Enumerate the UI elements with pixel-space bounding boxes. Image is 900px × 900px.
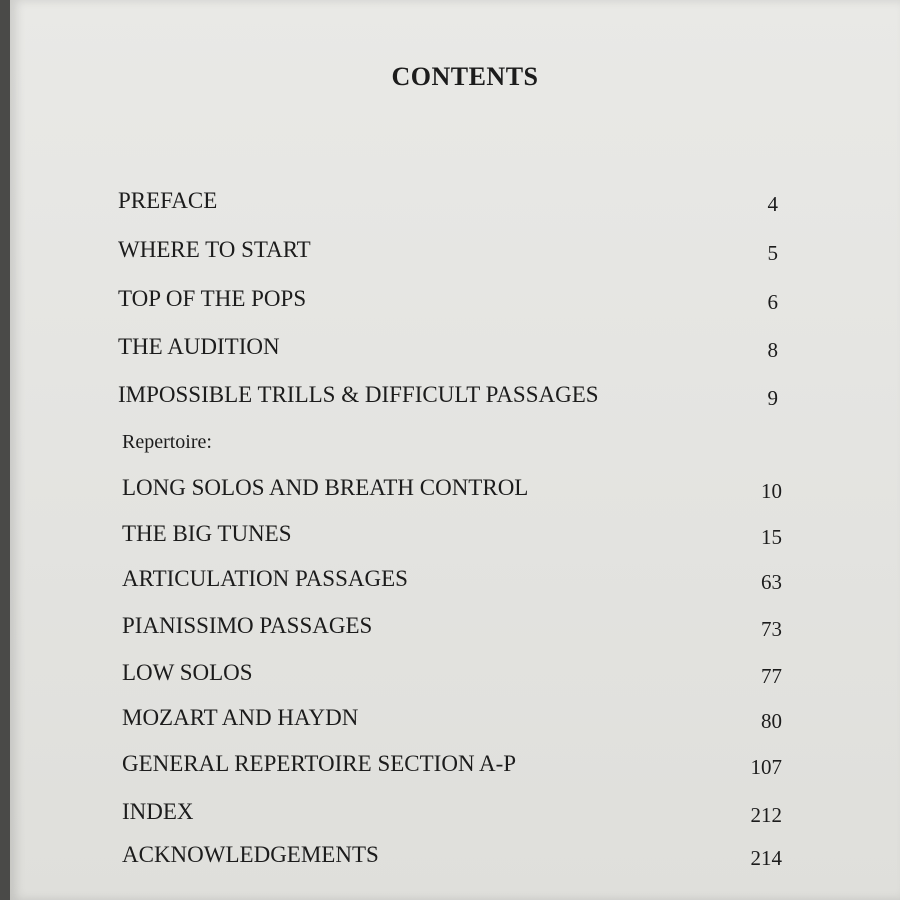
entry-title: ARTICULATION PASSAGES: [122, 566, 408, 591]
entry-page-number: 4: [767, 192, 778, 216]
contents-entry-long-solos: [122, 473, 782, 503]
entry-page-number: 6: [767, 290, 778, 314]
entry-title: GENERAL REPERTOIRE SECTION A-P: [122, 751, 517, 776]
entry-title: LONG SOLOS AND BREATH CONTROL: [122, 475, 529, 500]
entry-page-number: 77: [761, 664, 782, 688]
entry-page-number: 63: [761, 570, 782, 594]
contents-entry-low-solos: [122, 658, 782, 688]
entry-page-number: 10: [761, 479, 782, 503]
entry-title: PIANISSIMO PASSAGES: [122, 613, 373, 638]
repertoire-subheading: Repertoire:: [122, 431, 212, 453]
entry-title: WHERE TO START: [118, 237, 311, 262]
entry-page-number: 8: [767, 338, 778, 362]
entry-title: THE AUDITION: [118, 334, 280, 359]
entry-title: INDEX: [122, 799, 194, 824]
entry-title: THE BIG TUNES: [122, 521, 292, 546]
entry-title: LOW SOLOS: [122, 660, 253, 685]
contents-entry-mozart-haydn: [122, 703, 782, 733]
entry-title: MOZART AND HAYDN: [122, 705, 359, 730]
entry-page-number: 5: [767, 241, 778, 265]
entry-page-number: 107: [750, 755, 782, 779]
entry-page-number: 15: [761, 525, 782, 549]
entry-page-number: 9: [767, 386, 778, 410]
entry-title: IMPOSSIBLE TRILLS & DIFFICULT PASSAGES: [118, 382, 599, 407]
page-title: CONTENTS: [391, 62, 539, 91]
book-page: [10, 0, 900, 900]
entry-title: TOP OF THE POPS: [118, 286, 307, 311]
contents-entry-pianissimo: [122, 611, 782, 641]
entry-page-number: 80: [761, 709, 782, 733]
repertoire-list: [10, 0, 900, 900]
entry-page-number: 212: [750, 803, 782, 827]
entry-page-number: 214: [750, 846, 782, 870]
entry-page-number: 73: [761, 617, 782, 641]
contents-entry-acknowledgements: [122, 840, 782, 870]
contents-entry-general-repertoire: [122, 749, 782, 779]
contents-entry-articulation: [122, 564, 782, 594]
contents-entry-big-tunes: [122, 519, 782, 549]
contents-entry-index: [122, 797, 782, 827]
entry-title: PREFACE: [118, 188, 218, 213]
entry-title: ACKNOWLEDGEMENTS: [122, 842, 379, 867]
